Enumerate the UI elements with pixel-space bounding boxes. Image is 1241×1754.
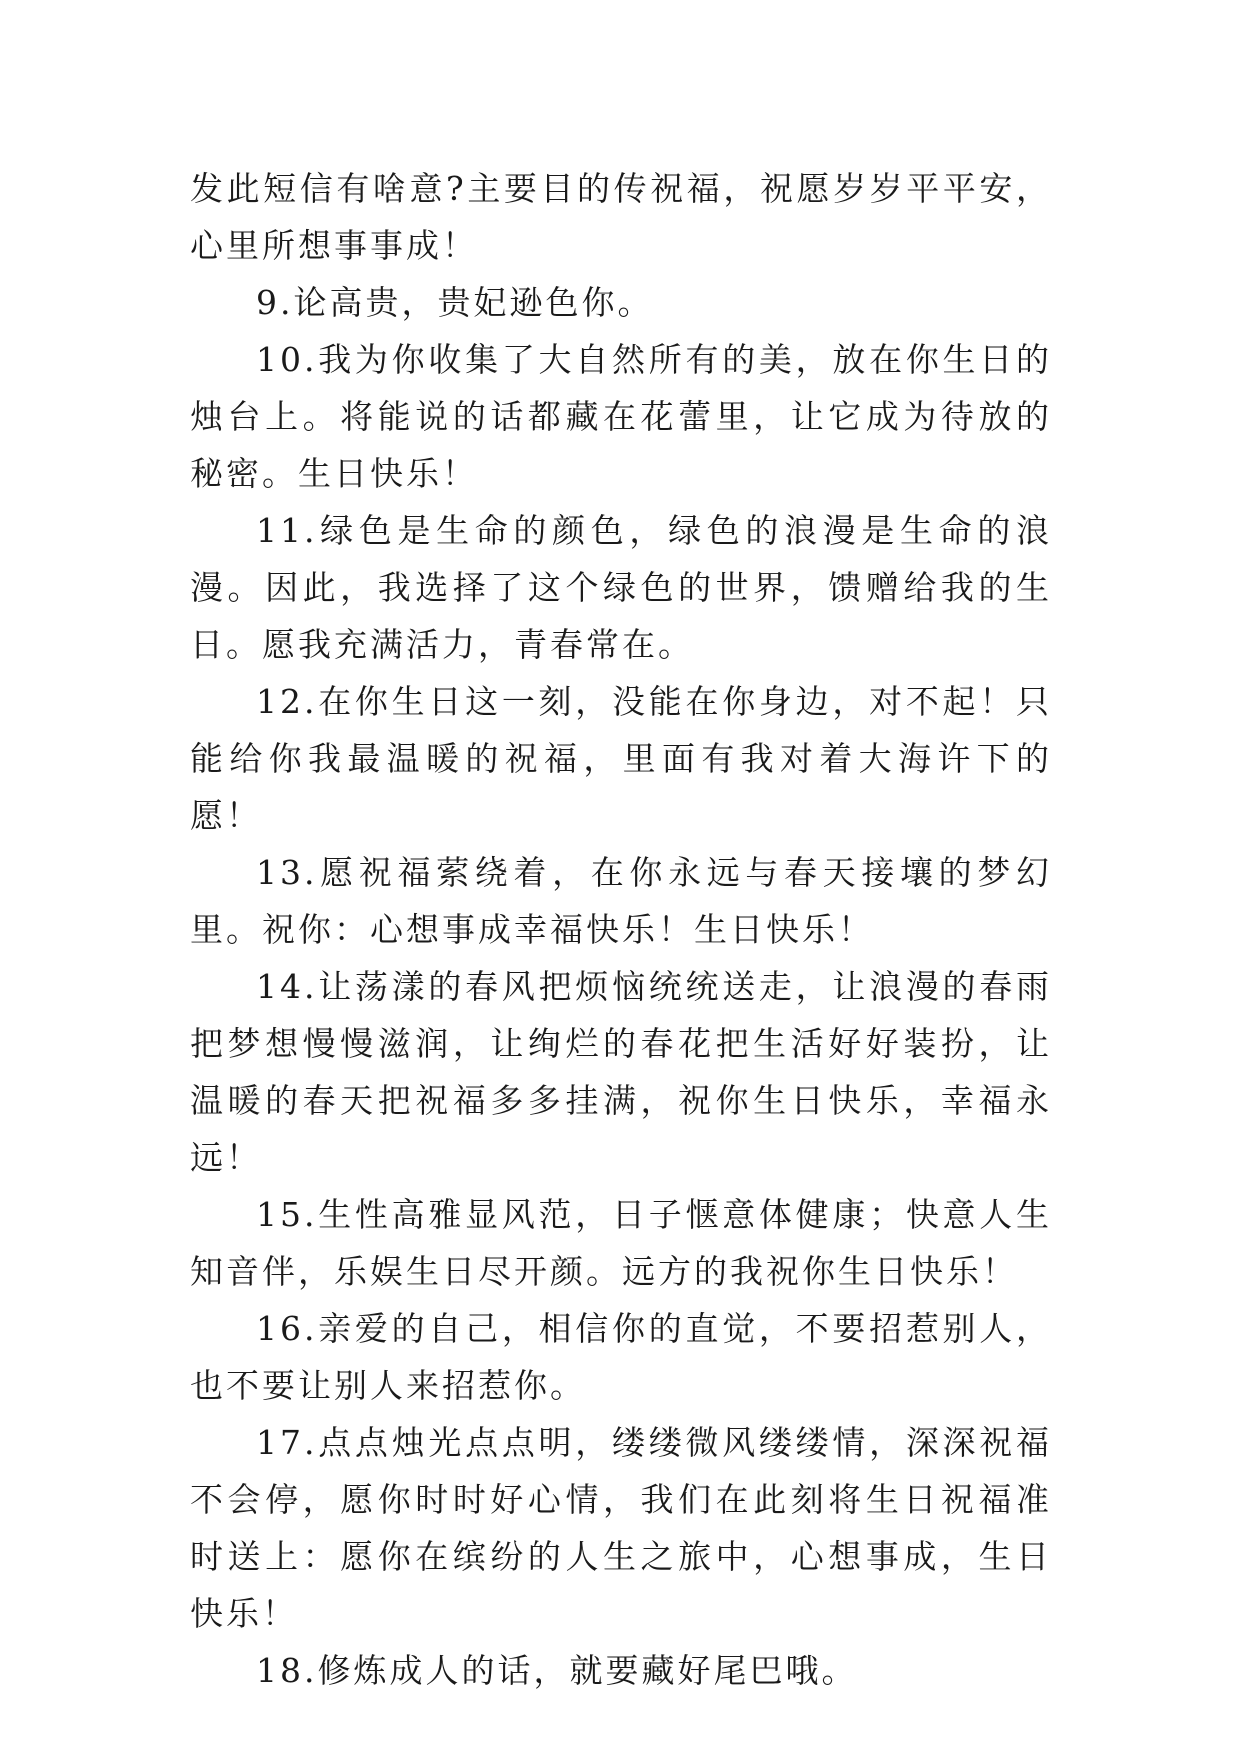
paragraph-intro-continuation: 发此短信有啥意?主要目的传祝福，祝愿岁岁平平安，心里所想事事成！ xyxy=(190,169,1052,265)
paragraph-item-12: 12.在你生日这一刻，没能在你身边，对不起！只能给你我最温暖的祝福，里面有我对着大海许下的愿！ xyxy=(190,682,1052,835)
document-body xyxy=(190,160,1052,1699)
paragraph-item-18: 18.修炼成人的话，就要藏好尾巴哦。 xyxy=(256,1651,858,1690)
paragraph-item-10: 10.我为你收集了大自然所有的美，放在你生日的烛台上。将能说的话都藏在花蕾里，让它成为待放的秘密。生日快乐！ xyxy=(190,340,1052,493)
paragraph-item-14: 14.让荡漾的春风把烦恼统统送走，让浪漫的春雨把梦想慢慢滋润，让绚烂的春花把生活好好装扮，让温暖的春天把祝福多多挂满，祝你生日快乐，幸福永远！ xyxy=(190,967,1052,1177)
paragraph-item-11: 11.绿色是生命的颜色，绿色的浪漫是生命的浪漫。因此，我选择了这个绿色的世界，馈赠给我的生日。愿我充满活力，青春常在。 xyxy=(190,511,1052,664)
paragraph-item-15: 15.生性高雅显风范，日子惬意体健康；快意人生知音伴，乐娱生日尽开颜。远方的我祝你生日快乐！ xyxy=(190,1195,1052,1291)
paragraph-item-16: 16.亲爱的自己，相信你的直觉，不要招惹别人，也不要让别人来招惹你。 xyxy=(190,1309,1052,1405)
paragraph-item-13: 13.愿祝福萦绕着，在你永远与春天接壤的梦幻里。祝你：心想事成幸福快乐！生日快乐！ xyxy=(190,853,1052,949)
paragraph-item-17: 17.点点烛光点点明，缕缕微风缕缕情，深深祝福不会停，愿你时时好心情，我们在此刻将生日祝福准时送上：愿你在缤纷的人生之旅中，心想事成，生日快乐！ xyxy=(190,1423,1052,1633)
paragraph-item-9: 9.论高贵，贵妃逊色你。 xyxy=(256,283,654,322)
